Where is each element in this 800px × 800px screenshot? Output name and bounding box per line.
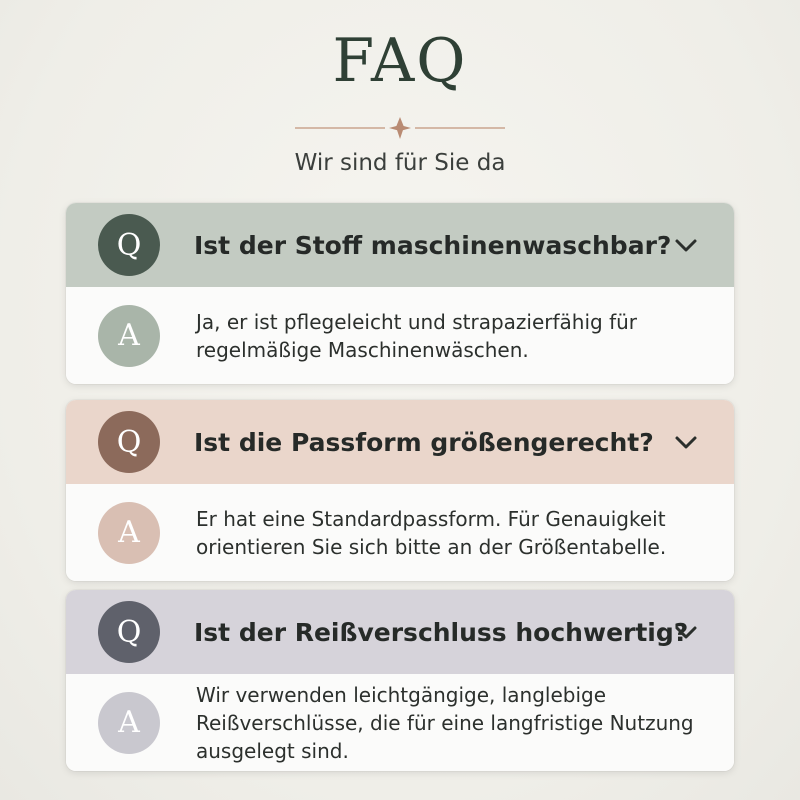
faq-answer: Ja, er ist pflegeleicht und strapazierfähig für regelmäßige Maschinenwäschen. <box>196 309 638 362</box>
answer-badge: A <box>98 502 160 564</box>
faq-item <box>66 590 734 771</box>
question-badge: Q <box>98 411 160 473</box>
faq-item <box>66 400 734 581</box>
page-subtitle: Wir sind für Sie da <box>294 150 506 176</box>
faq-answer-panel <box>66 674 734 771</box>
answer-badge: A <box>98 692 160 754</box>
faq-question: Ist die Passform größengerecht? <box>194 427 654 457</box>
faq-question-toggle[interactable] <box>66 203 734 287</box>
chevron-down-icon[interactable] <box>672 231 700 259</box>
faq-answer: Wir verwenden leichtgängige, langlebige Reißverschlüsse, die für eine langfristige Nutzung ausgelegt sind. <box>196 682 694 763</box>
faq-answer-panel <box>66 484 734 581</box>
answer-badge: A <box>98 305 160 367</box>
chevron-down-icon[interactable] <box>672 428 700 456</box>
faq-answer-panel <box>66 287 734 384</box>
question-badge: Q <box>98 601 160 663</box>
faq-question-toggle[interactable] <box>66 590 734 674</box>
chevron-down-icon[interactable] <box>672 618 700 646</box>
ornament-divider <box>295 116 505 140</box>
faq-question: Ist der Stoff maschinenwaschbar? <box>194 230 672 260</box>
faq-answer: Er hat eine Standardpassform. Für Genauigkeit orientieren Sie sich bitte an der Größentabelle. <box>196 506 667 559</box>
question-badge: Q <box>98 214 160 276</box>
faq-question: Ist der Reißverschluss hochwertig? <box>194 617 689 647</box>
faq-question-toggle[interactable] <box>66 400 734 484</box>
faq-header <box>0 0 800 200</box>
faq-item <box>66 203 734 384</box>
page-title: FAQ <box>332 26 468 96</box>
